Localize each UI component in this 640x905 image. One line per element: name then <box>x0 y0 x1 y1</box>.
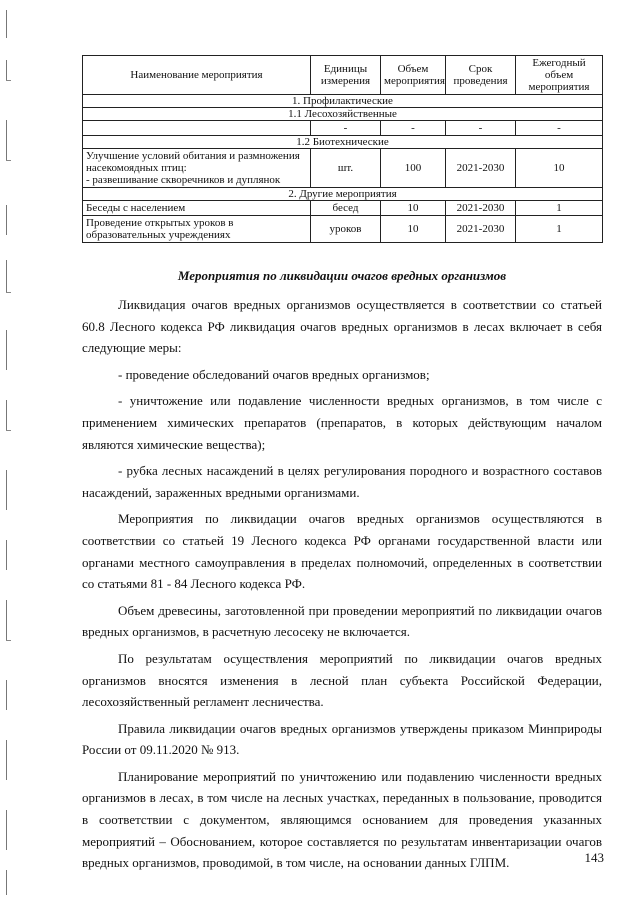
row-annual: 10 <box>516 149 603 188</box>
page-number: 143 <box>584 850 604 865</box>
paragraph: - уничтожение или подавление численности вредных организмов, в том числе с применением химических препаратов (препаратов, в которых действующим началом являются химические вещества); <box>82 393 602 452</box>
body-text <box>82 294 602 879</box>
header-name: Наименование мероприятия <box>83 56 311 95</box>
row-volume: 100 <box>381 149 446 188</box>
dash-cell: - <box>446 121 516 136</box>
dash-cell: - <box>311 121 381 136</box>
row-period: 2021-2030 <box>446 201 516 216</box>
table-section-row <box>83 95 603 108</box>
row-unit: уроков <box>311 216 381 243</box>
paragraph: Мероприятия по ликвидации очагов вредных организмов осуществляются в соответствии со статьей 19 Лесного кодекса РФ органами государственной власти или органами местного самоуправления в пределах полномочий, определенных в соответствии со статьями 81 - 84 Лесного кодекса РФ. <box>82 511 602 592</box>
paragraph: Ликвидация очагов вредных организмов осуществляется в соответствии со статьей 60.8 Лесного кодекса РФ ликвидация очагов вредных организмов в лесах включает в себя следующие меры: <box>82 297 602 356</box>
measures-table-container <box>82 55 602 243</box>
section-other: 2. Другие мероприятия <box>83 188 603 201</box>
dash-name-cell <box>83 121 311 136</box>
paragraph: - проведение обследований очагов вредных организмов; <box>118 366 430 382</box>
row-unit: бесед <box>311 201 381 216</box>
table-row <box>83 216 603 243</box>
table-row <box>83 121 603 136</box>
row-unit: шт. <box>311 149 381 188</box>
table-section-row <box>83 108 603 121</box>
measures-table <box>82 55 603 243</box>
table-row <box>83 149 603 188</box>
section-biotech: 1.2 Биотехнические <box>83 136 603 149</box>
table-section-row <box>83 188 603 201</box>
section-prophylactic: 1. Профилактические <box>83 95 603 108</box>
header-unit: Единицы измерения <box>311 56 381 95</box>
section-forestry: 1.1 Лесохозяйственные <box>83 108 603 121</box>
row-name: Беседы с населением <box>83 201 311 216</box>
dash-cell: - <box>381 121 446 136</box>
row-annual: 1 <box>516 216 603 243</box>
row-name: Улучшение условий обитания и размножения насекомоядных птиц: - развешивание скворечников и дуплянок <box>83 149 311 188</box>
row-period: 2021-2030 <box>446 216 516 243</box>
header-volume: Объем мероприятия <box>381 56 446 95</box>
row-annual: 1 <box>516 201 603 216</box>
paragraph: - рубка лесных насаждений в целях регулирования породного и возрастного составов насаждений, зараженных вредными организмами. <box>82 463 602 500</box>
header-annual: Ежегодный объем мероприятия <box>516 56 603 95</box>
table-row <box>83 201 603 216</box>
row-volume: 10 <box>381 216 446 243</box>
header-period: Срок проведения <box>446 56 516 95</box>
table-header-row <box>83 56 603 95</box>
section-title: Мероприятия по ликвидации очагов вредных организмов <box>177 268 507 283</box>
table-section-row <box>83 136 603 149</box>
row-name: Проведение открытых уроков в образовательных учреждениях <box>83 216 311 243</box>
paragraph: Объем древесины, заготовленной при проведении мероприятий по ликвидации очагов вредных организмов, в расчетную лесосеку не включается. <box>82 602 602 640</box>
dash-cell: - <box>516 121 603 136</box>
row-period: 2021-2030 <box>446 149 516 188</box>
row-volume: 10 <box>381 201 446 216</box>
paragraph: Правила ликвидации очагов вредных организмов утверждены приказом Минприроды России от 09.11.2020 № 913. <box>82 720 602 758</box>
paragraph: Планирование мероприятий по уничтожению или подавлению численности вредных организмов в лесах, в том числе на лесных участках, переданных в пользование, проводится в соответствии с документом, являющимся основанием для проведения указанных мероприятий – Обоснованием, которое составляется по результатам инвентаризации очагов вредных организмов, проводимой, в том числе, на основании данных ГЛПМ. <box>82 768 602 871</box>
scan-binding-marks <box>0 0 16 905</box>
paragraph: По результатам осуществления мероприятий по ликвидации очагов вредных организмов вносятся изменения в лесной план субъекта Российской Федерации, лесохозяйственный регламент лесничества. <box>82 650 602 710</box>
